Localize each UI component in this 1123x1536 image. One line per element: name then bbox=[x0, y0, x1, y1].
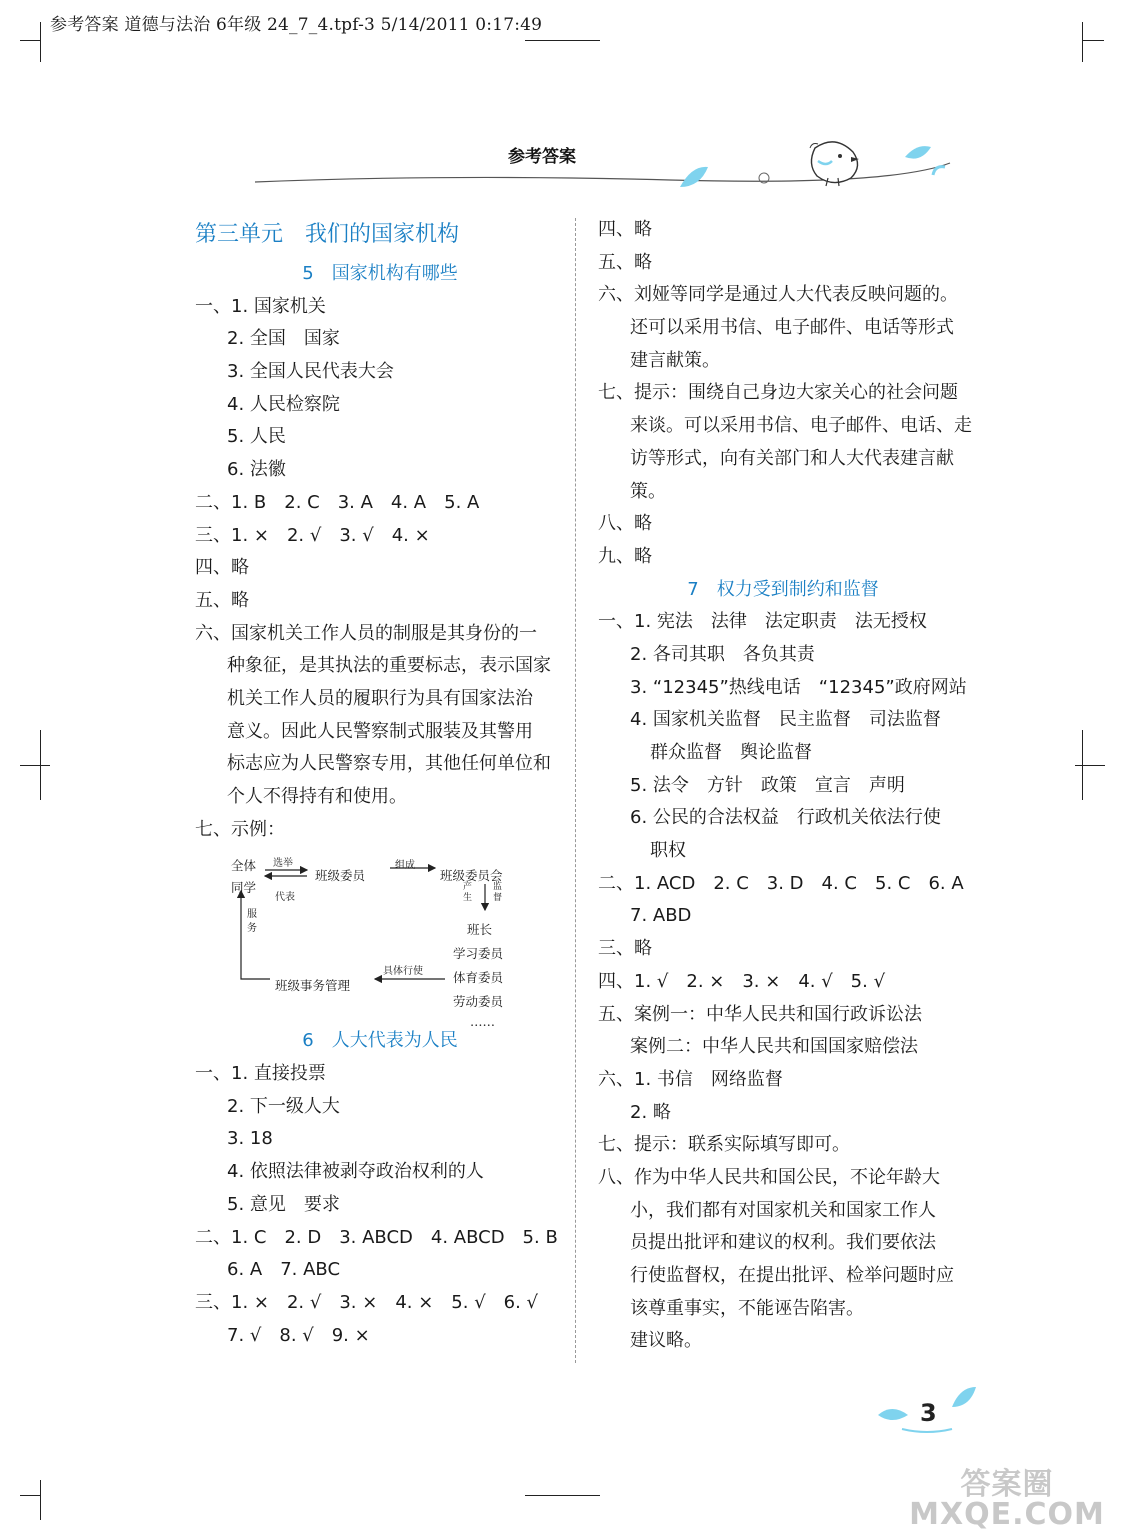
crop-mark bbox=[20, 40, 40, 41]
answer-line: 员提出批评和建议的权利。我们要依法 bbox=[630, 1232, 936, 1254]
answer-line: 访等形式，向有关部门和人大代表建言献 bbox=[630, 447, 954, 469]
crop-mark bbox=[40, 22, 41, 62]
answer-line: 种象征，是其执法的重要标志，表示国家 bbox=[227, 655, 551, 677]
answer-line: 机关工作人员的履职行为具有国家法治 bbox=[227, 687, 533, 709]
answer-line: 4. 国家机关监督 民主监督 司法监督 bbox=[630, 709, 941, 731]
file-info-header: 参考答案 道德与法治 6年级 24_7_4.tpf-3 5/14/2011 0:17:49 bbox=[50, 15, 543, 35]
answer-line: 来谈。可以采用书信、电子邮件、电话、走 bbox=[630, 415, 972, 437]
answer-line: 还可以采用书信、电子邮件、电话等形式 bbox=[630, 317, 954, 339]
crop-mark bbox=[525, 40, 600, 41]
watermark-logo: 答案圈 MXQE.COM bbox=[909, 1467, 1105, 1532]
answer-line: 2. 下一级人大 bbox=[227, 1095, 340, 1117]
answer-line: 4. 人民检察院 bbox=[227, 393, 340, 415]
answer-line: 四、略 bbox=[598, 219, 652, 240]
class-organization-diagram bbox=[195, 846, 535, 1030]
diagram-label: 同学 bbox=[231, 880, 257, 896]
diagram-arrows bbox=[195, 846, 535, 1021]
answer-line: 二、1. ACD 2. C 3. D 4. C 5. C 6. A bbox=[598, 872, 964, 894]
crop-mark bbox=[20, 765, 50, 766]
answer-line: 三、略 bbox=[598, 938, 652, 960]
diagram-label: 班级委员会 bbox=[440, 868, 503, 884]
answer-line: 意义。因此人民警察制式服装及其警用 bbox=[227, 720, 533, 742]
answer-line: 四、1. √ 2. × 3. × 4. √ 5. √ bbox=[598, 970, 886, 992]
answer-line: 6. A 7. ABC bbox=[227, 1259, 341, 1281]
answer-line: 九、略 bbox=[598, 545, 652, 567]
diagram-label: 班级事务管理 bbox=[275, 978, 351, 994]
answer-line: 2. 略 bbox=[630, 1101, 671, 1123]
page-number-area bbox=[872, 1385, 982, 1445]
answer-line: 5. 意见 要求 bbox=[227, 1193, 340, 1215]
answer-line: 群众监督 舆论监督 bbox=[650, 742, 812, 763]
answer-line: 七、提示：联系实际填写即可。 bbox=[598, 1134, 850, 1156]
answer-line: 策。 bbox=[630, 480, 666, 502]
answer-line: 2. 全国 国家 bbox=[227, 328, 340, 350]
diagram-label: 具体行使 bbox=[383, 966, 423, 978]
answer-line: 6. 公民的合法权益 行政机关依法行使 bbox=[630, 807, 941, 829]
crop-mark bbox=[20, 1495, 40, 1496]
diagram-label: 班长 bbox=[467, 922, 493, 938]
answer-line: 该尊重事实，不能诬告陷害。 bbox=[630, 1297, 864, 1319]
answer-line: 三、1. × 2. √ 3. √ 4. × bbox=[195, 524, 430, 546]
crop-mark bbox=[40, 1480, 41, 1520]
answer-line: 六、1. 书信 网络监督 bbox=[598, 1068, 783, 1090]
answer-line: 六、国家机关工作人员的制服是其身份的一 bbox=[195, 622, 537, 644]
answer-line: 小，我们都有对国家机关和国家工作人 bbox=[630, 1199, 936, 1221]
diagram-label: 服务 bbox=[247, 909, 257, 935]
answer-line: 四、略 bbox=[195, 557, 249, 579]
lesson-5-title: 5 国家机构有哪些 bbox=[302, 263, 458, 284]
answer-line: 3. “12345”热线电话 “12345”政府网站 bbox=[630, 676, 967, 698]
diagram-label: 选举 bbox=[273, 858, 293, 870]
answer-line: 标志应为人民警察专用，其他任何单位和 bbox=[227, 753, 551, 775]
answer-line: 4. 依照法律被剥夺政治权利的人 bbox=[227, 1161, 484, 1183]
diagram-label: 代表 bbox=[275, 892, 295, 904]
answer-line: 5. 法令 方针 政策 宣言 声明 bbox=[630, 774, 905, 796]
answer-line: 二、1. B 2. C 3. A 4. A 5. A bbox=[195, 491, 480, 513]
lesson-6-title: 6 人大代表为人民 bbox=[302, 1030, 458, 1052]
crop-mark bbox=[1082, 730, 1083, 800]
answer-line: 7. √ 8. √ 9. × bbox=[227, 1324, 370, 1346]
answer-line: 3. 18 bbox=[227, 1128, 273, 1150]
crop-mark bbox=[1082, 22, 1083, 62]
answer-line: 职权 bbox=[650, 840, 686, 862]
answer-line: 七、提示：围绕自己身边大家关心的社会问题 bbox=[598, 382, 958, 404]
answer-line: 6. 法徽 bbox=[227, 459, 286, 481]
diagram-label: 全体 bbox=[231, 858, 257, 874]
diagram-label: 班级委员 bbox=[315, 868, 366, 884]
answer-line: 案例二：中华人民共和国国家赔偿法 bbox=[630, 1036, 918, 1058]
answer-line: 3. 全国人民代表大会 bbox=[227, 361, 394, 383]
crop-mark bbox=[40, 730, 41, 800]
crop-mark bbox=[525, 1495, 600, 1496]
banner bbox=[250, 130, 970, 200]
diagram-label: 监督 bbox=[493, 882, 503, 904]
lesson-7-title: 7 权力受到制约和监督 bbox=[687, 578, 879, 600]
diagram-label: …… bbox=[470, 1014, 495, 1030]
crop-mark bbox=[1075, 765, 1105, 766]
answer-line: 一、1. 国家机关 bbox=[195, 295, 326, 317]
crop-mark bbox=[1082, 40, 1104, 41]
answer-line: 八、略 bbox=[598, 513, 652, 535]
diagram-label: 学习委员 bbox=[453, 946, 504, 962]
answer-line: 三、1. × 2. √ 3. × 4. × 5. √ 6. √ bbox=[195, 1291, 539, 1313]
answer-line: 五、略 bbox=[598, 251, 652, 273]
left-column bbox=[195, 216, 565, 1352]
answer-line: 八、作为中华人民共和国公民，不论年龄大 bbox=[598, 1166, 940, 1188]
diagram-label: 组成 bbox=[395, 860, 415, 872]
answer-line: 二、1. C 2. D 3. ABCD 4. ABCD 5. B bbox=[195, 1226, 558, 1248]
unit-title: 第三单元 我们的国家机构 bbox=[195, 222, 460, 247]
answer-line: 建议略。 bbox=[630, 1330, 702, 1352]
page-number: 3 bbox=[920, 1399, 937, 1427]
answer-line: 一、1. 直接投票 bbox=[195, 1063, 326, 1085]
answer-line: 六、刘娅等同学是通过人大代表反映问题的。 bbox=[598, 284, 958, 306]
banner-title: 参考答案 bbox=[508, 147, 576, 167]
answer-line: 5. 人民 bbox=[227, 426, 286, 448]
diagram-label: 劳动委员 bbox=[453, 994, 504, 1010]
answer-line: 七、示例： bbox=[195, 818, 285, 840]
diagram-label: 体育委员 bbox=[453, 970, 504, 986]
answer-line: 五、案例一：中华人民共和国行政诉讼法 bbox=[598, 1003, 922, 1025]
diagram-label: 产生 bbox=[463, 882, 473, 904]
answer-line: 建言献策。 bbox=[630, 349, 720, 371]
answer-line: 7. ABD bbox=[630, 905, 692, 927]
answer-line: 个人不得持有和使用。 bbox=[227, 786, 407, 807]
answer-line: 五、略 bbox=[195, 589, 249, 611]
banner-decoration-icon bbox=[250, 130, 970, 200]
right-column bbox=[598, 214, 972, 1358]
answer-line: 一、1. 宪法 法律 法定职责 法无授权 bbox=[598, 611, 927, 633]
answer-line: 2. 各司其职 各负其责 bbox=[630, 643, 815, 665]
answer-line: 行使监督权，在提出批评、检举问题时应 bbox=[630, 1265, 954, 1286]
column-divider bbox=[575, 218, 576, 1363]
